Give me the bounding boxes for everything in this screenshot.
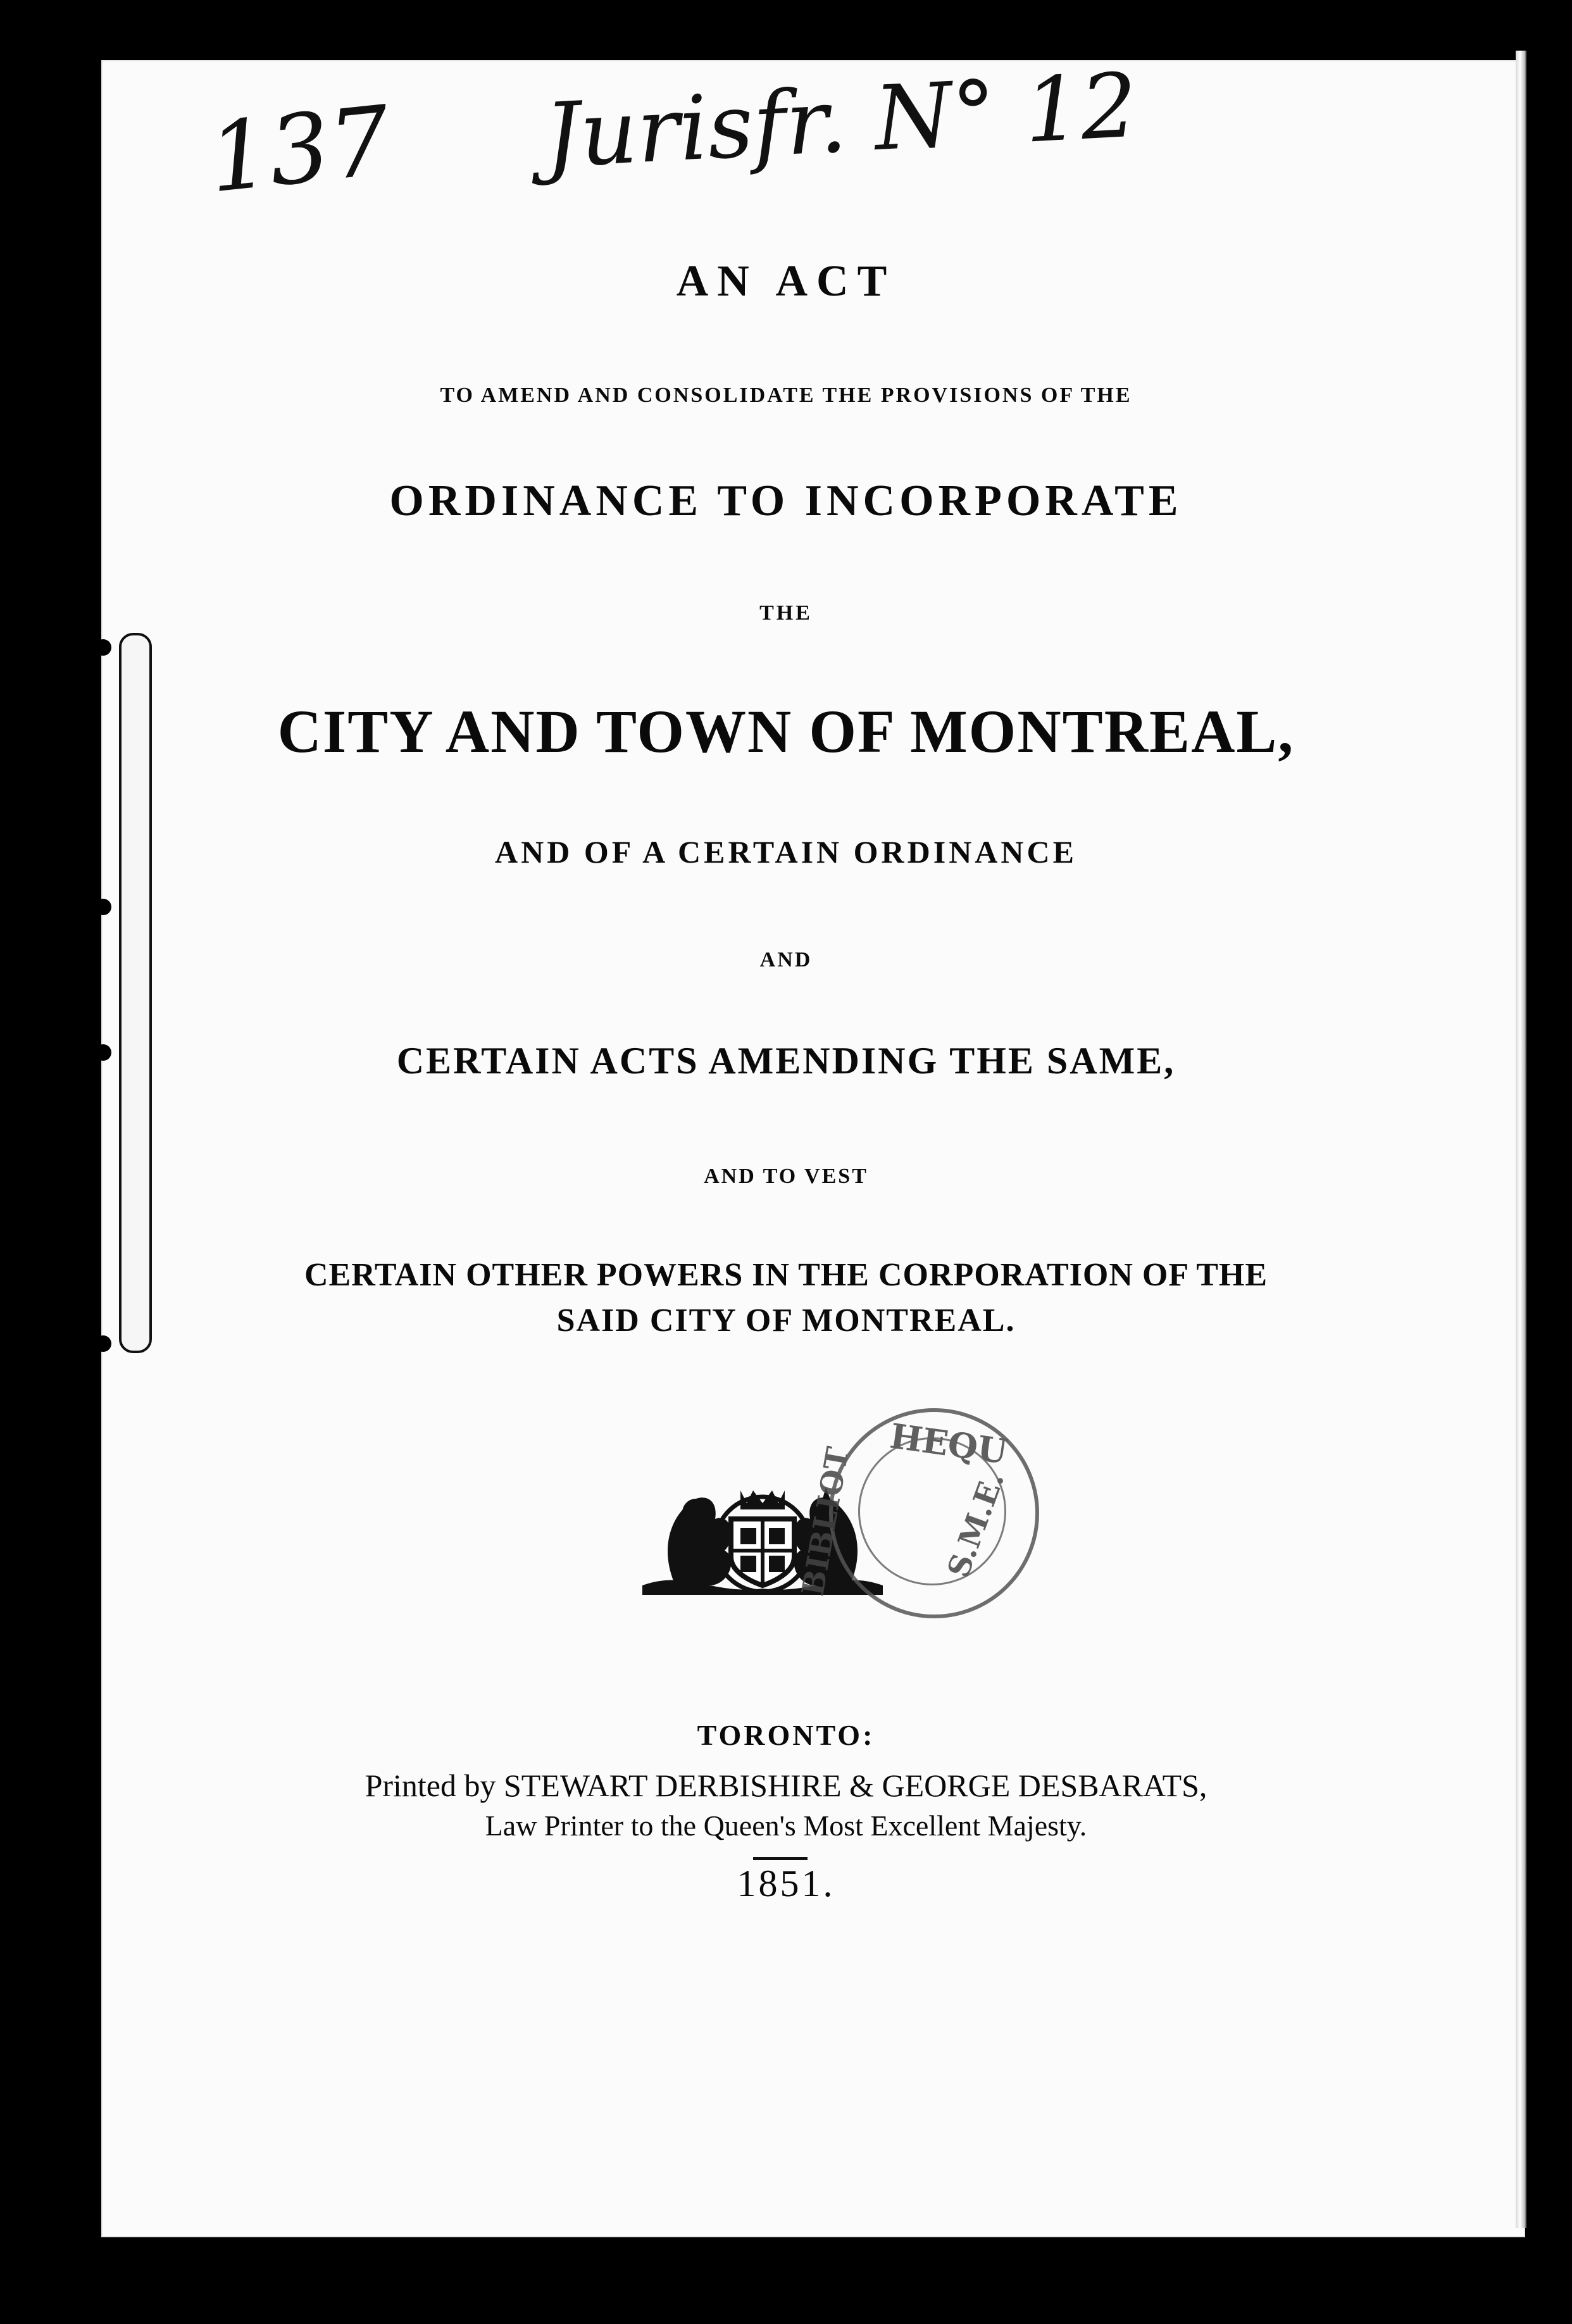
stamp-text-top: HEQU	[887, 1415, 1010, 1472]
imprint-rule	[753, 1857, 808, 1860]
heading-the: THE	[759, 601, 813, 625]
imprint-role: Law Printer to the Queen's Most Excellent Majesty.	[485, 1809, 1087, 1842]
imprint-place: TORONTO:	[697, 1719, 875, 1751]
stamp-text-left: BIBLIOT	[795, 1444, 856, 1599]
heading-acts-amending: CERTAIN ACTS AMENDING THE SAME,	[396, 1040, 1176, 1082]
handwritten-number: 137	[203, 85, 396, 215]
heading-certain-ordinance: AND OF A CERTAIN ORDINANCE	[495, 834, 1077, 870]
heading-powers-line-1: CERTAIN OTHER POWERS IN THE CORPORATION OF THE	[304, 1257, 1268, 1293]
heading-to-vest: AND TO VEST	[704, 1165, 868, 1188]
handwritten-catalog-note: Jurisfr. N° 12	[542, 54, 1140, 189]
heading-and: AND	[759, 948, 813, 971]
imprint-year: 1851.	[737, 1863, 835, 1904]
stamp-text-right: S.M.E.	[940, 1467, 1012, 1582]
library-stamp	[795, 1408, 1039, 1618]
imprint-printers: Printed by STEWART DERBISHIRE & GEORGE DESBARATS,	[365, 1768, 1207, 1803]
heading-purpose: TO AMEND AND CONSOLIDATE THE PROVISIONS OF THE	[440, 384, 1132, 407]
heading-an-act: AN ACT	[676, 257, 896, 306]
heading-powers-line-2: SAID CITY OF MONTREAL.	[556, 1303, 1016, 1339]
heading-city: CITY AND TOWN OF MONTREAL,	[277, 697, 1295, 765]
heading-ordinance: ORDINANCE TO INCORPORATE	[389, 477, 1183, 525]
